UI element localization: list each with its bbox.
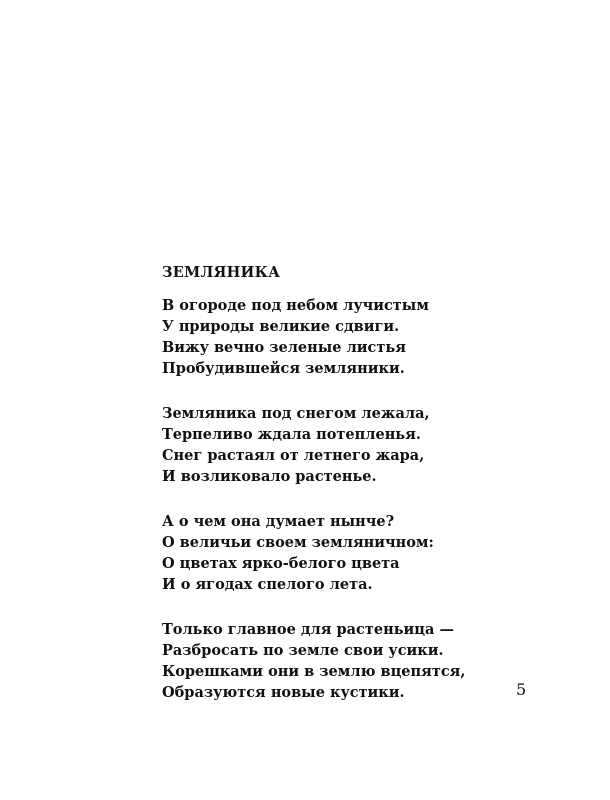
poem-line: А о чем она думает нынче?	[162, 513, 395, 530]
poem-line: Снег растаял от летнего жара,	[162, 447, 425, 464]
poem	[162, 263, 582, 727]
poem-line: Земляника под снегом лежала,	[162, 405, 430, 422]
stanza-3	[162, 511, 582, 595]
poem-line: Образуются новые кустики.	[162, 684, 405, 701]
poem-line: Только главное для растеньица —	[162, 621, 454, 638]
stanza-1	[162, 295, 582, 379]
poem-line: Вижу вечно зеленые листья	[162, 339, 406, 356]
poem-line: У природы великие сдвиги.	[162, 318, 400, 335]
poem-line: Корешками они в землю вцепятся,	[162, 663, 466, 680]
poem-line: В огороде под небом лучистым	[162, 297, 429, 314]
page-number: 5	[516, 680, 527, 699]
poem-line: Пробудившейся земляники.	[162, 360, 405, 377]
poem-title: ЗЕМЛЯНИКА	[162, 264, 281, 281]
poem-line: И о ягодах спелого лета.	[162, 576, 373, 593]
poem-line: О величьи своем земляничном:	[162, 534, 434, 551]
poem-line: И возликовало растенье.	[162, 468, 377, 485]
stanza-2	[162, 403, 582, 487]
poem-line: Разбросать по земле свои усики.	[162, 642, 444, 659]
poem-line: Терпеливо ждала потепленья.	[162, 426, 421, 443]
poem-line: О цветах ярко-белого цвета	[162, 555, 400, 572]
